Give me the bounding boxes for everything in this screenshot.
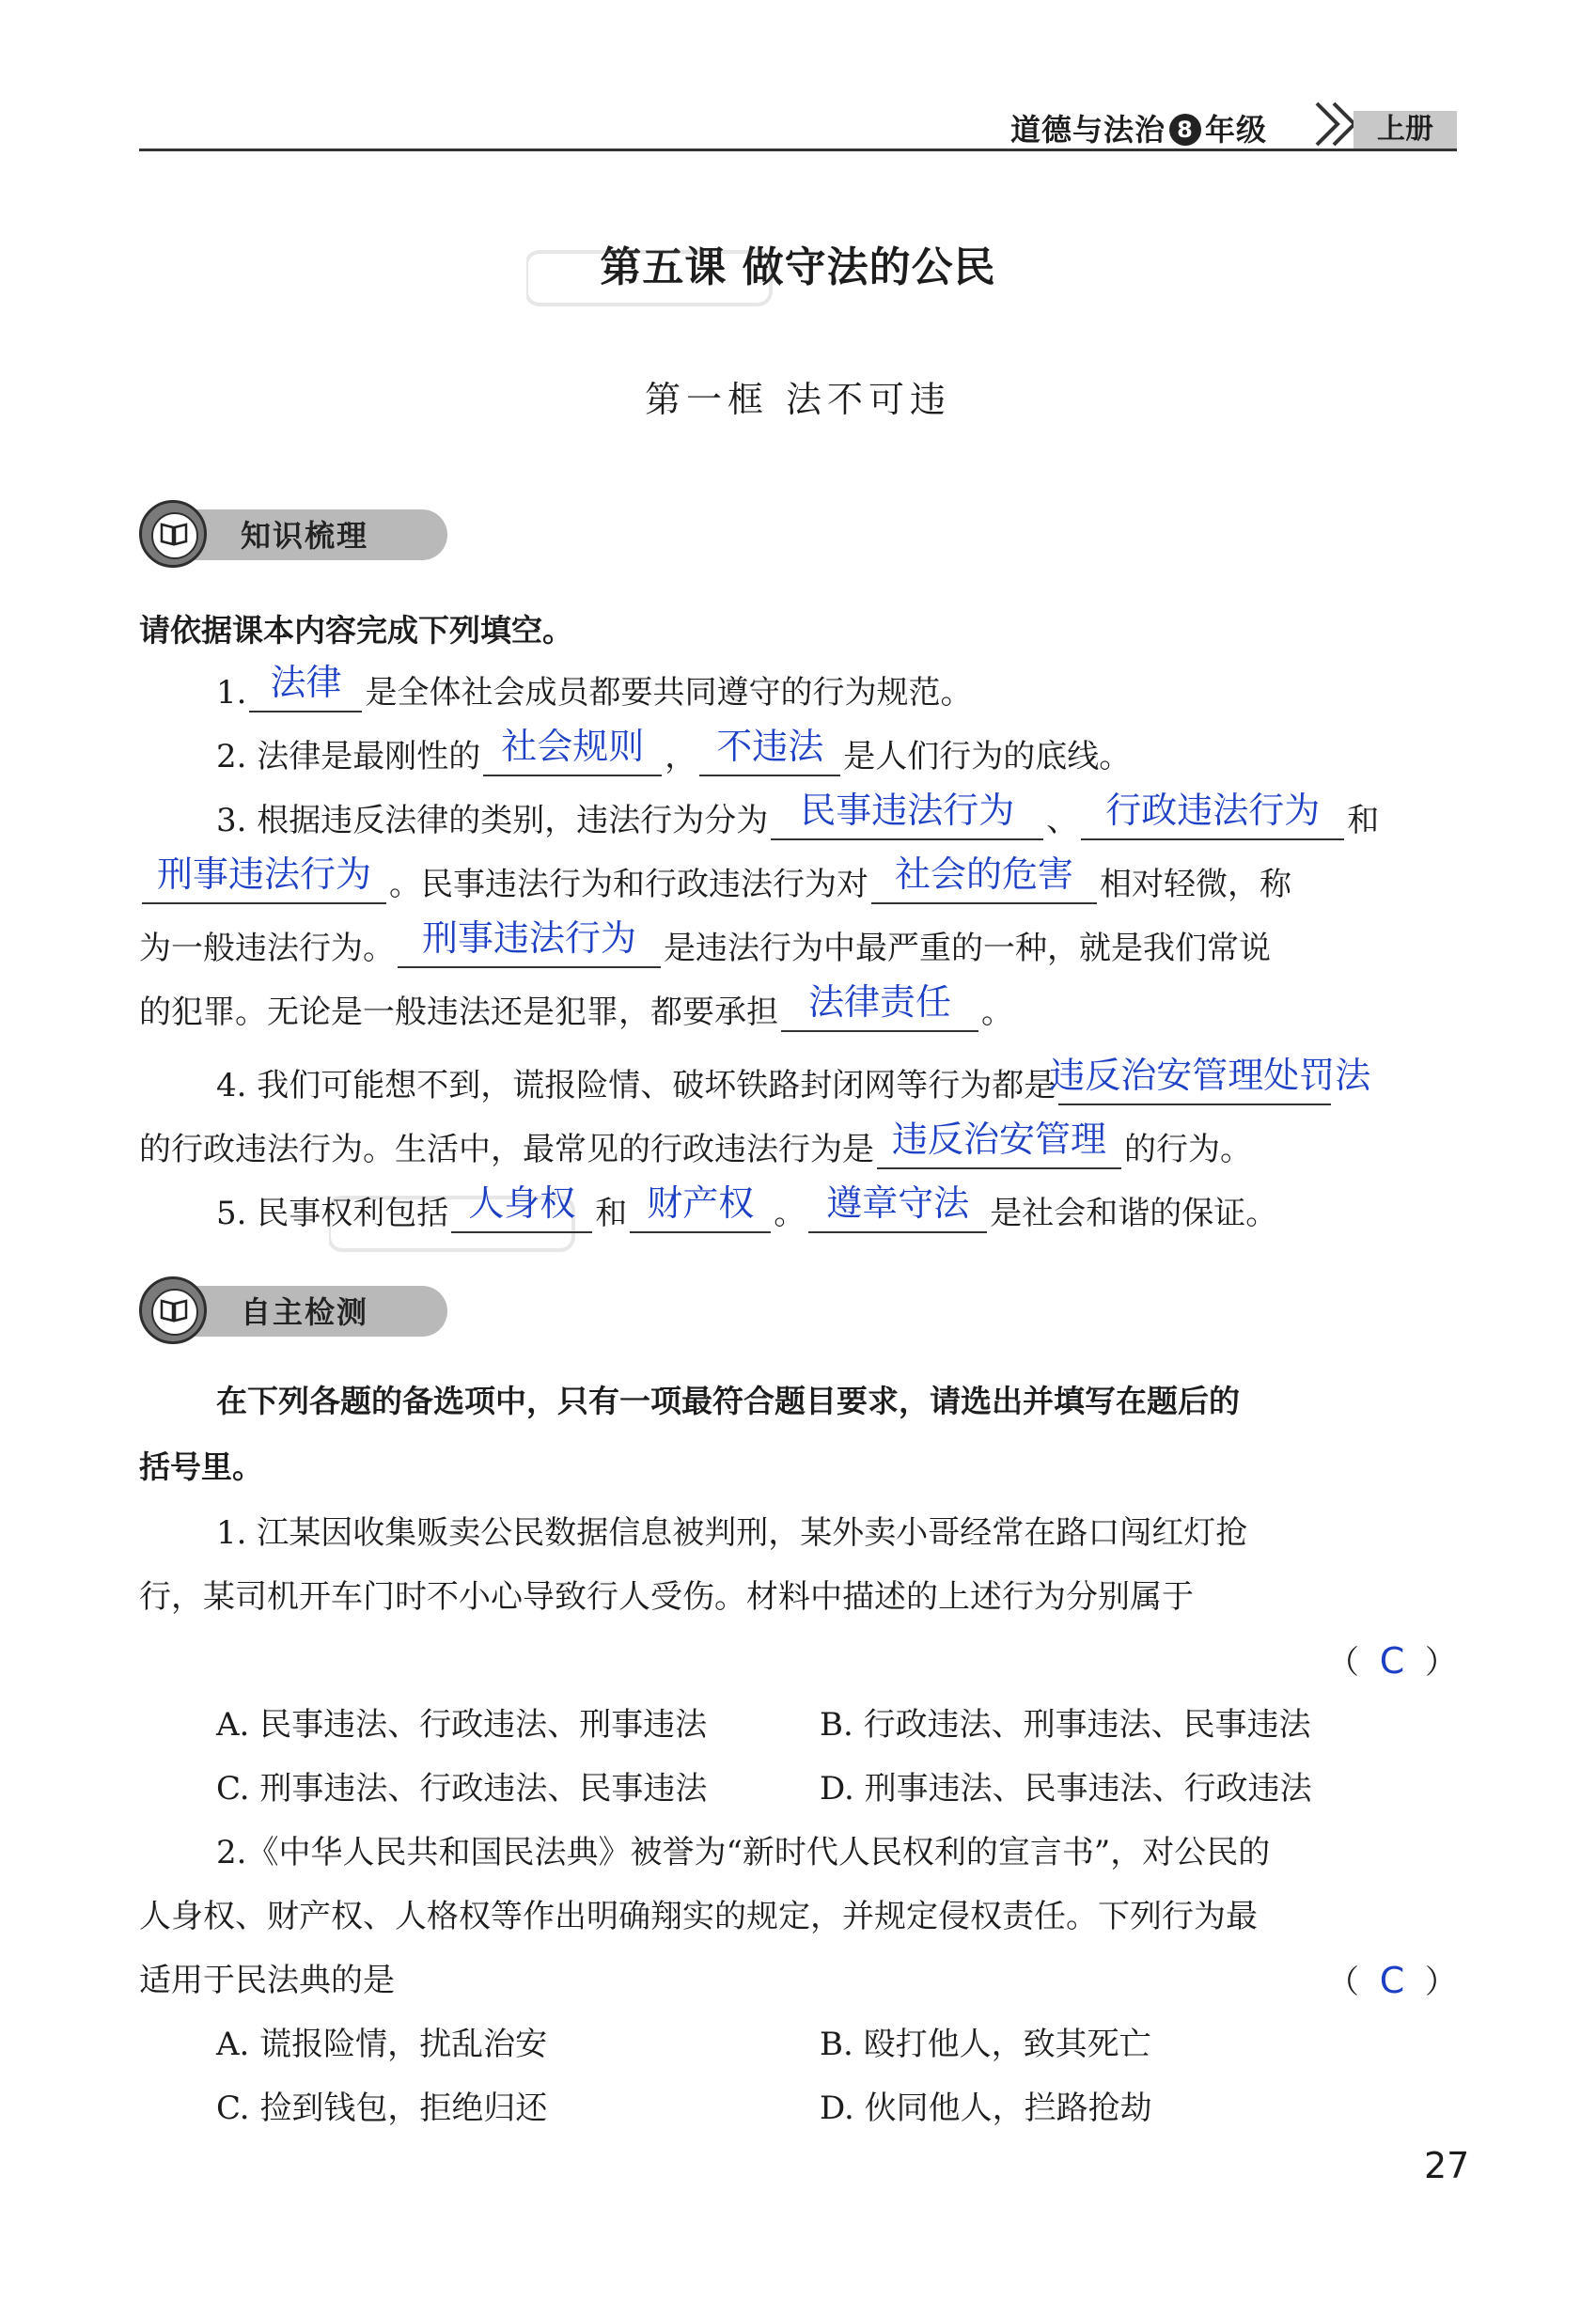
handwritten-answer: 民事违法行为	[800, 790, 1015, 831]
instruction: 在下列各题的备选项中，只有一项最符合题目要求，请选出并填写在题后的	[216, 1383, 1240, 1419]
handwritten-answer: 遵章守法	[826, 1182, 970, 1224]
option-d: D. 刑事违法、民事违法、行政违法	[820, 1770, 1312, 1808]
answer-blank	[142, 853, 386, 904]
handwritten-answer: 刑事违法行为	[421, 917, 636, 959]
fill-question-5: 5. 民事权利包括 人身权 和 财产权 。 遵章守法 是社会和谐的保证。	[216, 1182, 1278, 1232]
option-b: B. 行政违法、刑事违法、民事违法	[820, 1706, 1311, 1744]
handwritten-answer: 财产权	[647, 1182, 755, 1224]
section-label: 知识梳理	[241, 518, 369, 554]
open-book-icon	[160, 1297, 188, 1323]
instruction-cont: 括号里。	[139, 1448, 263, 1485]
handwritten-answer: 行政违法行为	[1105, 790, 1321, 831]
mc-question-2-stem: 2.《中华人民共和国民法典》被誉为“新时代人民权利的宣言书”，对公民的	[216, 1834, 1271, 1871]
mc-question-1-stem: 1. 江某因收集贩卖公民数据信息被判刑，某外卖小哥经常在路口闯红灯抢	[216, 1514, 1248, 1552]
answer-blank	[398, 917, 661, 968]
handwritten-answer: 刑事违法行为	[156, 853, 371, 895]
answer-blank	[781, 981, 978, 1032]
handwritten-answer: 社会的危害	[894, 853, 1073, 895]
fill-question-1: 1. 法律 是全体社会成员都要共同遵守的行为规范。	[216, 662, 973, 712]
mc-question-1-stem-cont: 行，某司机开车门时不小心导致行人受伤。材料中描述的上述行为分别属于	[139, 1578, 1194, 1616]
lesson-title: 第五课 做守法的公民	[600, 243, 996, 291]
section-badge-self-check	[139, 1276, 449, 1344]
handwritten-answer: 社会规则	[501, 726, 645, 767]
answer-blank	[808, 1182, 987, 1233]
fill-question-3-line-3: 为一般违法行为。 刑事违法行为 是违法行为中最严重的一种，就是我们常说	[139, 917, 1271, 967]
answer-blank	[1081, 790, 1344, 840]
option-a: A. 民事违法、行政违法、刑事违法	[216, 1706, 708, 1744]
answer-blank	[630, 1182, 771, 1233]
watermark-logo	[526, 246, 780, 326]
answer-bracket: （ C ）	[1327, 1636, 1457, 1687]
answer-blank	[699, 726, 840, 776]
fill-question-4-line-2: 的行政违法行为。生活中，最常见的行政违法行为是 违反治安管理 的行为。	[139, 1119, 1252, 1168]
handwritten-answer: 法律	[270, 662, 342, 703]
option-a: A. 谎报险情，扰乱治安	[216, 2026, 548, 2063]
fill-question-3-line-1: 3. 根据违反法律的类别，违法行为分为 民事违法行为 、 行政违法行为 和	[216, 790, 1380, 839]
section-label: 自主检测	[241, 1294, 369, 1330]
answer-blank	[1049, 1055, 1371, 1105]
running-header	[1010, 111, 1267, 149]
instruction: 请依据课本内容完成下列填空。	[139, 612, 573, 649]
handwritten-answer: 不违法	[716, 726, 824, 767]
handwritten-answer: 法律责任	[807, 981, 951, 1023]
volume-tab: 上册	[1353, 111, 1457, 149]
answer-blank	[771, 790, 1043, 840]
mc-question-2-stem-cont: 人身权、财产权、人格权等作出明确翔实的规定，并规定侵权责任。下列行为最	[139, 1898, 1258, 1935]
answer-blank	[451, 1182, 592, 1233]
handwritten-answer: C	[1379, 1960, 1405, 2001]
answer-bracket: （ C ）	[1327, 1956, 1457, 2007]
option-d: D. 伙同他人，拦路抢劫	[820, 2090, 1152, 2127]
mc-question-2-stem-cont: 适用于民法典的是	[139, 1962, 395, 1999]
fill-question-2: 2. 法律是最刚性的 社会规则 ， 不违法 是人们行为的底线。	[216, 726, 1132, 775]
answer-blank	[483, 726, 662, 776]
grade-suffix: 年级	[1205, 112, 1268, 148]
option-c: C. 捡到钱包，拒绝归还	[216, 2090, 548, 2127]
handwritten-answer: C	[1379, 1640, 1405, 1682]
option-c: C. 刑事违法、行政违法、民事违法	[216, 1770, 708, 1808]
fill-question-3-line-4: 的犯罪。无论是一般违法还是犯罪，都要承担 法律责任 。	[139, 981, 1013, 1031]
section-badge-knowledge	[139, 500, 449, 568]
handwritten-answer: 人身权	[468, 1182, 576, 1224]
page-number: 27	[1424, 2145, 1470, 2186]
fill-question-3-line-2: 刑事违法行为 。民事违法行为和行政违法行为对 社会的危害 相对轻微，称	[139, 859, 1457, 909]
grade-number-badge: 8	[1169, 114, 1201, 146]
option-b: B. 殴打他人，致其死亡	[820, 2026, 1151, 2063]
handwritten-answer: 违反治安管理	[891, 1119, 1106, 1160]
header-rule	[139, 149, 1457, 151]
open-book-icon	[160, 521, 188, 547]
answer-blank	[877, 1119, 1121, 1169]
answer-blank	[871, 853, 1097, 904]
frame-title: 第一框 法不可违	[644, 379, 952, 420]
subject-label: 道德与法治	[1010, 112, 1166, 148]
answer-blank	[249, 662, 362, 712]
fill-question-4-line-1: 4. 我们可能想不到，谎报险情、破坏铁路封闭网等行为都是 违反治安管理处罚法	[216, 1055, 1371, 1104]
handwritten-answer: 违反治安管理处罚法	[1049, 1055, 1371, 1096]
